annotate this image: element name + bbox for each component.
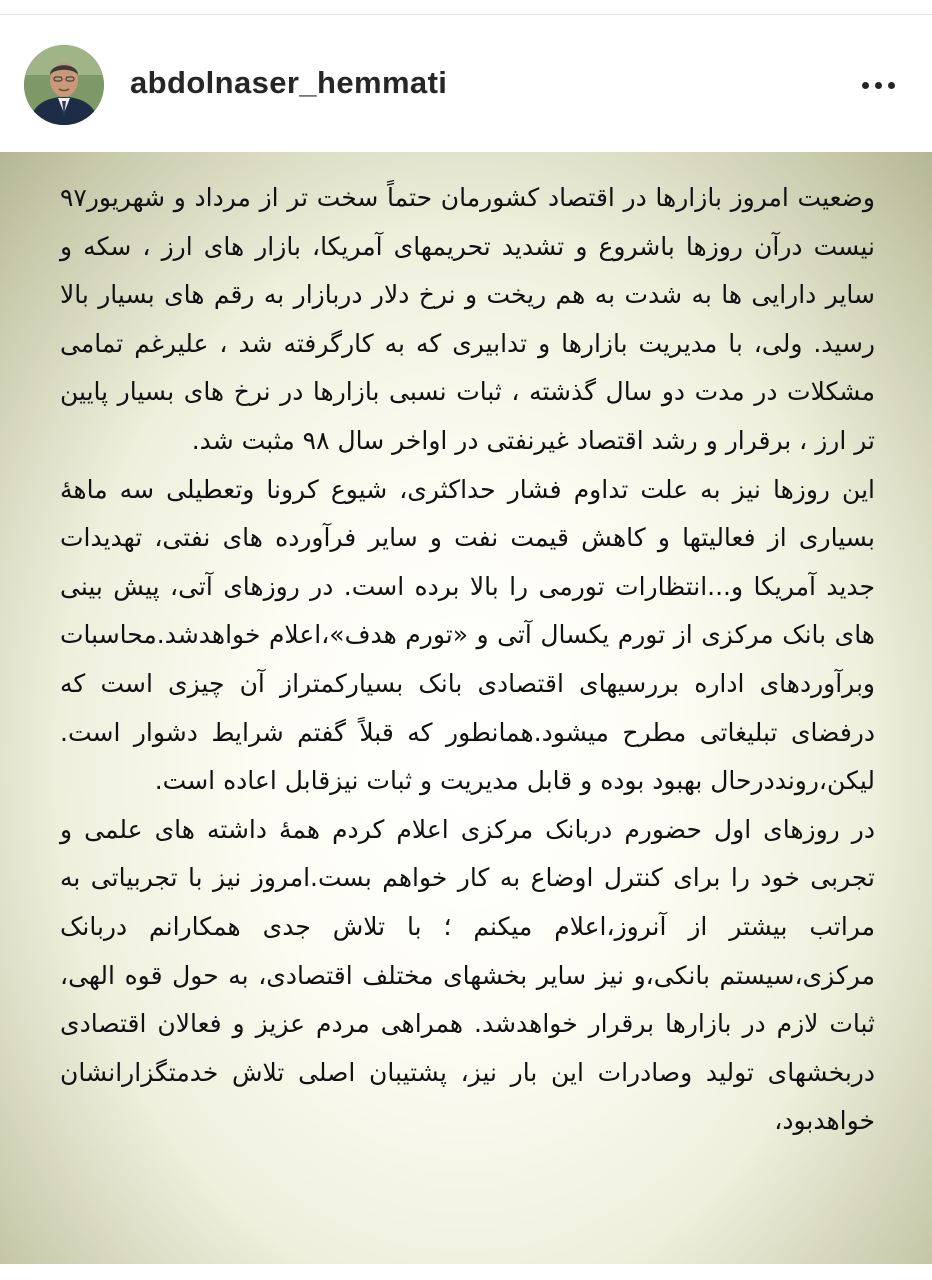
paragraph: این روزها نیز به علت تداوم فشار حداکثری، شیوع کرونا وتعطیلی سه ماهۀ بسیاری از فعالیتها و کاهش قیمت نفت و سایر فرآورده های نفتی، تهدیدات جدید آمریکا و...انتظارات تورمی را بالا برده است. در روزهای آتی، پیش بینی های بانک مرکزی از تورم یکسال آتی و «تورم هدف»،اعلام خواهدشد.محاسبات وبرآوردهای اداره بررسیهای اقتصادی بانک بسیارکمتراز آن چیزی است که درفضای تبلیغاتی مطرح میشود.همانطور که قبلاً گفتم شرایط دشوار است. لیکن،رونددرحال بهبود بوده و قابل مدیریت و ثبات نیزقابل اعاده است. — [60, 474, 875, 796]
more-horizontal-icon — [888, 82, 895, 89]
profile-photo-icon — [24, 45, 104, 125]
post-image[interactable] — [0, 152, 932, 1264]
post-header — [0, 15, 932, 152]
avatar[interactable] — [24, 45, 104, 125]
post-footer-strip — [0, 1264, 932, 1280]
paragraph: وضعیت امروز بازارها در اقتصاد کشورمان حتماً سخت تر از مرداد و شهریور۹۷ نیست درآن روزها باشروع و تشدید تحریمهای آمریکا، بازار های ارز ، سکه و سایر دارایی ها به شدت به هم ریخت و نرخ دلار دربازار به رقم های بسیار بالا رسید. ولی، با مدیریت بازارها و تدابیری که به کارگرفته شد ، علیرغم تمامی مشکلات در مدت دو سال گذشته ، ثبات نسبی بازارها در نرخ های بسیار پایین تر ارز ، برقرار و رشد اقتصاد غیرنفتی در اواخر سال ۹۸ مثبت شد. — [60, 183, 875, 455]
paragraph: در روزهای اول حضورم دربانک مرکزی اعلام کردم همۀ داشته های علمی و تجربی خود را برای کنترل اوضاع به کار خواهم بست.امروز نیز با تجربیاتی به مراتب بیشتر از آنروز،اعلام میکنم ؛ با تلاش جدی همکارانم دربانک مرکزی،سیستم بانکی،و نیز سایر بخشهای مختلف اقتصادی، به حول قوه الهی، ثبات لازم در بازارها برقرار خواهدشد. همراهی مردم عزیز و فعالان اقتصادی دربخشهای تولید وصادرات این بار نیز، پشتیبان اصلی تلاش خدمتگزارانشان خواهدبود، — [60, 814, 875, 1136]
username[interactable]: abdolnaser_hemmati — [130, 65, 448, 100]
more-horizontal-icon — [875, 82, 882, 89]
more-horizontal-icon — [862, 82, 869, 89]
post-statement-text — [60, 174, 875, 1146]
more-options-button[interactable] — [850, 67, 906, 103]
